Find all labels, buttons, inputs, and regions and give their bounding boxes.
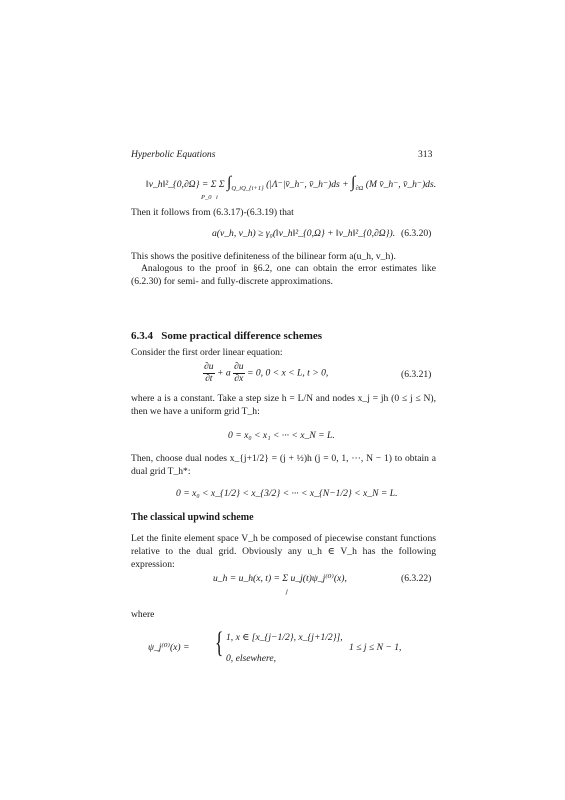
fraction-du-dx (233, 362, 245, 384)
text-positive-definiteness: This shows the positive definiteness of the bilinear form a(u_h, v_h). (131, 251, 396, 262)
equation-uniform-grid: 0 = x₀ < x₁ < ··· < x_N = L. (228, 430, 335, 441)
sum-subscript-j: j (286, 588, 288, 595)
subheading-upwind: The classical upwind scheme (131, 512, 254, 523)
integral-sign: ∫ (351, 174, 356, 191)
equation-norm (146, 175, 436, 194)
page-number: 313 (418, 149, 433, 160)
sum-subscript-2: i (216, 194, 218, 201)
psi-case-1: 1, x ∈ [x_{j−1/2}, x_{j+1/2}], (226, 632, 343, 643)
equation-number-6-3-20: (6.3.20) (401, 228, 432, 239)
sum-subscript-1: P_0 (201, 194, 212, 201)
integral-sign: ∫ (226, 174, 232, 191)
fraction-denominator: ∂t (205, 372, 213, 384)
equation-6-3-21 (203, 362, 328, 384)
psi-range: 1 ≤ j ≤ N − 1, (349, 642, 402, 653)
equation-number-6-3-22: (6.3.22) (401, 573, 432, 584)
section-heading (131, 329, 322, 344)
equation-rest: = 0, 0 < x < L, t > 0, (246, 367, 329, 379)
text-finite-element-space: Let the finite element space V_h be composed of piecewise constant functions relative to the dual grid. Obviously any u_h ∈ V_h has the following expression: (131, 533, 436, 570)
text-where-a-constant: where a is a constant. Take a step size h = L/N and nodes x_j = jh (0 ≤ j ≤ N), then we have a uniform grid T_h: (131, 393, 436, 417)
section-title: Some practical difference schemes (161, 330, 323, 342)
equation-plus-a: + a (216, 367, 231, 379)
left-brace: { (214, 626, 224, 659)
equation-norm-integrand-2: (M v̄_h⁻, v̄_h⁻)ds. (365, 179, 437, 190)
fraction-numerator: ∂u (204, 361, 214, 372)
text-consider: Consider the first order linear equation: (131, 347, 283, 358)
text-analogous: Analogous to the proof in §6.2, one can obtain the error estimates like (6.2.30) for semi- and fully-discrete approximations. (131, 263, 436, 287)
section-number: 6.3.4 (131, 330, 153, 342)
fraction-numerator: ∂u (234, 361, 244, 372)
fraction-du-dt (203, 362, 215, 384)
equation-6-3-20: a(v_h, v_h) ≥ γ₀(‖v_h‖²_{0,Ω} + ‖v_h‖²_{0,∂Ω}). (212, 228, 396, 239)
psi-case-2: 0, elsewhere, (226, 653, 276, 664)
running-header-title: Hyperbolic Equations (131, 149, 216, 160)
text-then-follows: Then it follows from (6.3.17)-(6.3.19) that (131, 207, 294, 218)
equation-norm-lhs: ‖v_h‖²_{0,∂Ω} = Σ Σ (146, 179, 225, 190)
equation-number-6-3-21: (6.3.21) (401, 369, 432, 380)
text-where: where (131, 609, 155, 620)
equation-psi-lhs: ψ_j⁽⁰⁾(x) = (148, 642, 190, 653)
fraction-denominator: ∂x (234, 372, 244, 384)
integral-domain-2: ∂Ω (355, 185, 364, 192)
equation-dual-grid: 0 = x₀ < x_{1/2} < x_{3/2} < ··· < x_{N−1/2} < x_N = L. (176, 488, 398, 499)
integral-domain-1: Q_iQ_{i+1} (231, 185, 264, 192)
text-dual-nodes: Then, choose dual nodes x_{j+1/2} = (j + ½)h (j = 0, 1, ···, N − 1) to obtain a dual grid T_h*: (131, 453, 436, 477)
equation-6-3-22: u_h = u_h(x, t) = Σ u_j(t)ψ_j⁽⁰⁾(x), (213, 573, 347, 584)
equation-norm-integrand-1: (|Λ⁻|v̄_h⁻, v̄_h⁻)ds + (266, 179, 349, 190)
